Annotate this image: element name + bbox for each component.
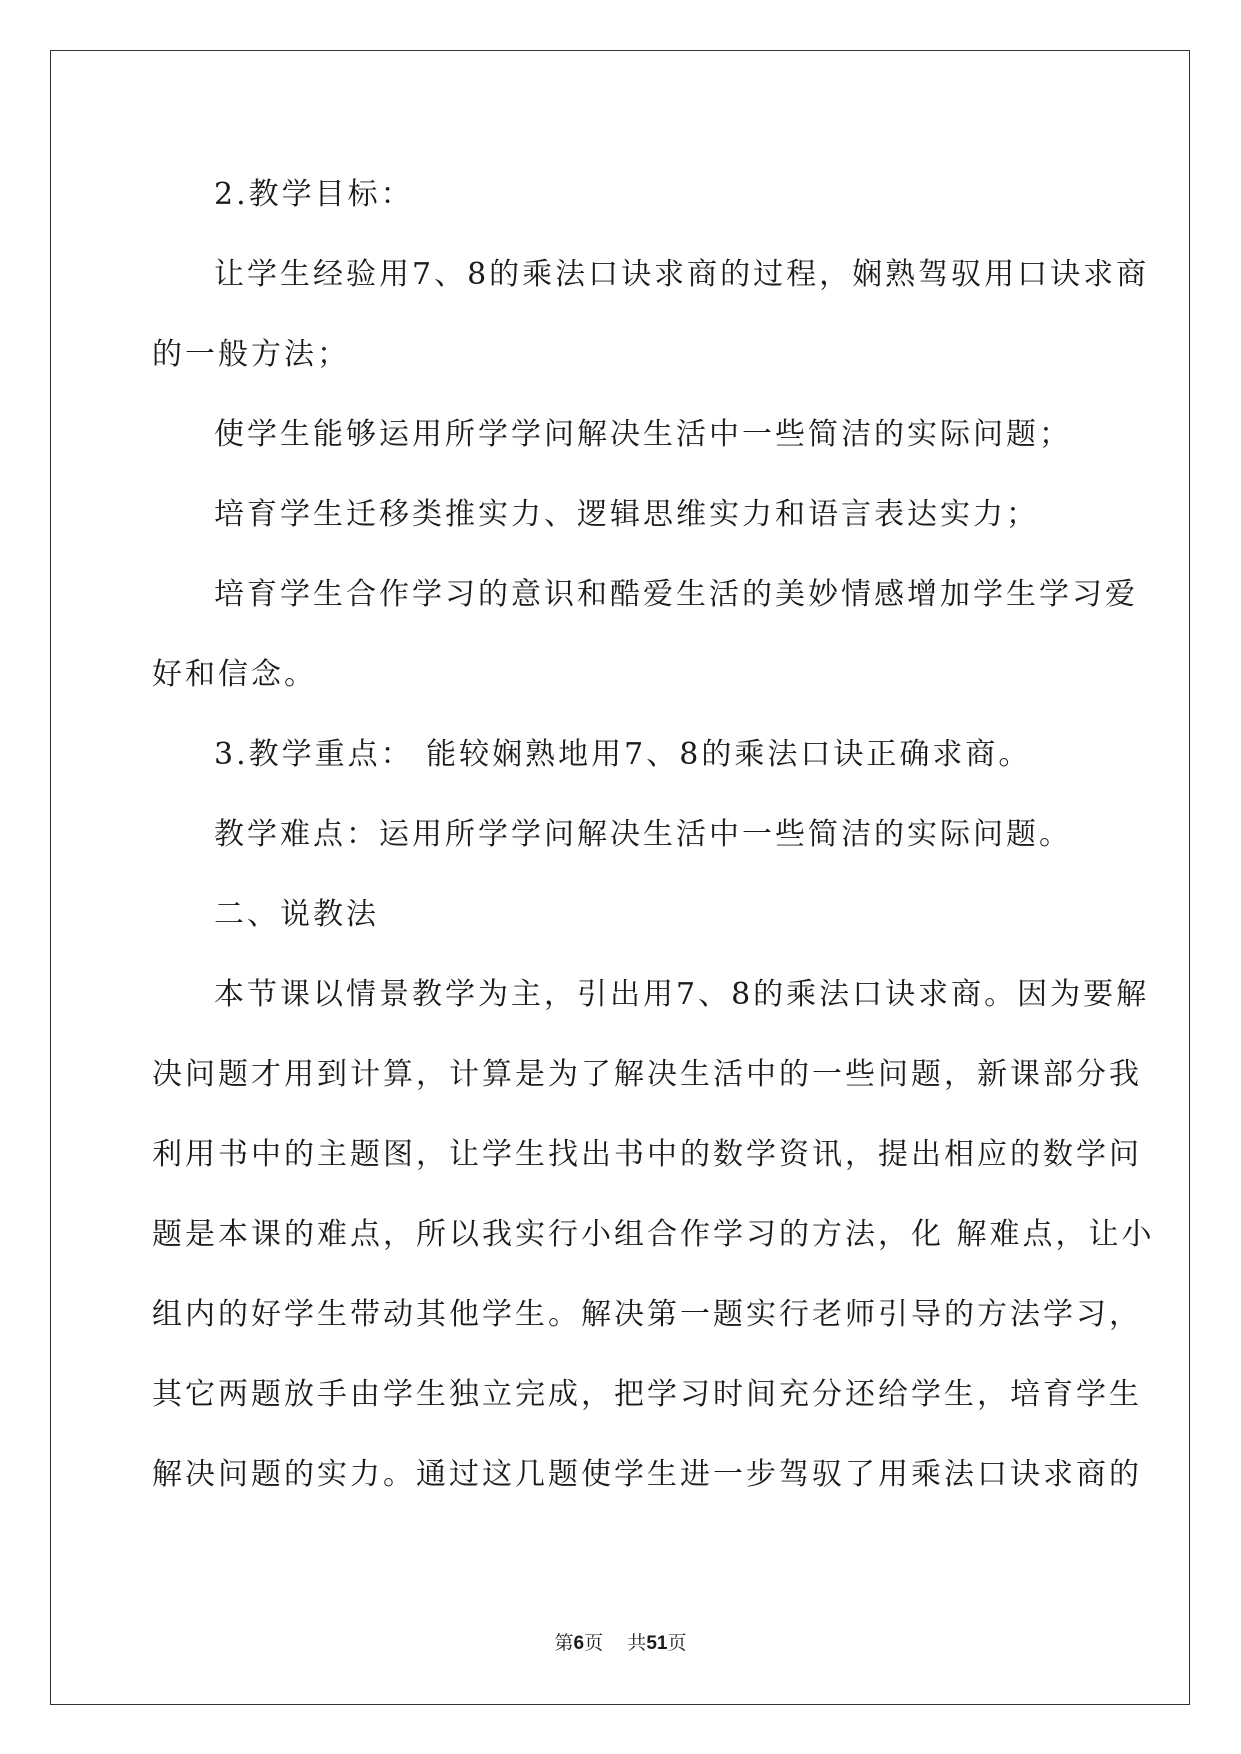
heading-teaching-goals: 2.教学目标： <box>214 177 414 212</box>
paragraph-line: 解决问题的实力。通过这几题使学生进一步驾驭了用乘法口诀求商的 <box>152 1457 1142 1492</box>
paragraph-line: 教学难点：运用所学学问解决生活中一些简洁的实际问题。 <box>214 817 1072 852</box>
page-footer <box>0 1628 1241 1655</box>
paragraph-line: 其它两题放手由学生独立完成，把学习时间充分还给学生，培育学生 <box>152 1377 1142 1412</box>
paragraph-line: 本节课以情景教学为主，引出用7、8的乘法口诀求商。因为要解 <box>214 977 1150 1012</box>
paragraph-line: 利用书中的主题图，让学生找出书中的数学资讯，提出相应的数学问 <box>152 1137 1142 1172</box>
document-body <box>152 155 1155 1515</box>
paragraph-line: 组内的好学生带动其他学生。解决第一题实行老师引导的方法学习， <box>152 1297 1142 1332</box>
paragraph-line: 使学生能够运用所学学问解决生活中一些简洁的实际问题； <box>214 417 1072 452</box>
paragraph-line: 好和信念。 <box>152 657 317 692</box>
paragraph-line: 决问题才用到计算，计算是为了解决生活中的一些问题，新课部分我 <box>152 1057 1142 1092</box>
heading-key-points: 3.教学重点： 能较娴熟地用7、8的乘法口诀正确求商。 <box>214 737 1032 772</box>
paragraph-line: 题是本课的难点，所以我实行小组合作学习的方法，化 解难点，让小 <box>152 1217 1155 1252</box>
page-prefix: 第 <box>554 1632 574 1654</box>
total-suffix: 页 <box>667 1632 687 1654</box>
heading-teaching-method: 二、说教法 <box>214 897 379 932</box>
paragraph-line: 培育学生迁移类推实力、逻辑思维实力和语言表达实力； <box>214 497 1039 532</box>
page-number: 6 <box>573 1633 585 1654</box>
total-pages: 51 <box>646 1633 668 1654</box>
paragraph-line: 培育学生合作学习的意识和酷爱生活的美妙情感增加学生学习爱 <box>214 577 1138 612</box>
page-suffix: 页 <box>584 1632 604 1654</box>
paragraph-line: 的一般方法； <box>152 337 350 372</box>
paragraph-line: 让学生经验用7、8的乘法口诀求商的过程，娴熟驾驭用口诀求商 <box>214 257 1150 292</box>
total-prefix: 共 <box>627 1632 647 1654</box>
